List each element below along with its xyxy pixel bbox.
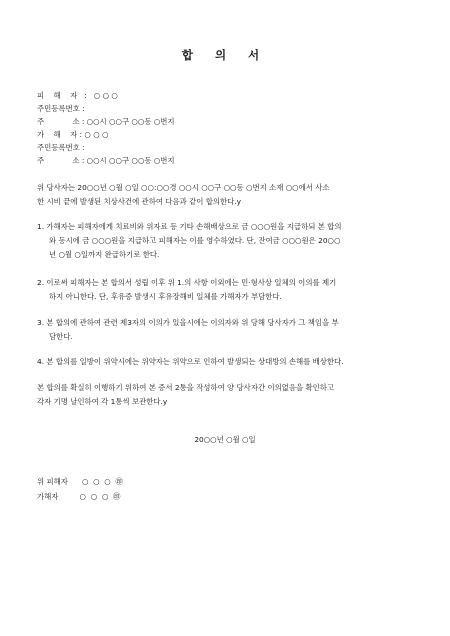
- clause-line: 담한다.: [49, 332, 73, 341]
- perpetrator-id-row: 주민등록번호 :: [37, 143, 85, 152]
- intro-line: 위 당사자는 20○○년 ○월 ○일 ○○:○○경 ○○시 ○○구 ○○동 ○번지 소재 ○○에서 사소: [37, 183, 330, 192]
- closing-line: 각자 기명 날인하여 각 1통씩 보관한다.y: [37, 397, 168, 406]
- closing-line: 본 합의를 확실히 이행하기 위하여 본 증서 2통을 작성하여 양 당사자간 이의없음을 확인하고: [37, 383, 335, 392]
- clause-4: [37, 355, 415, 369]
- victim-id-row: 주민등록번호 :: [37, 104, 85, 113]
- perpetrator-info: [37, 129, 417, 168]
- clause-1: [37, 220, 415, 262]
- clause-line: 4. 본 합의를 일방이 위약시에는 위약자는 위약으로 인하여 발생되는 상대방의 손해를 배상한다.: [37, 357, 344, 366]
- victim-name-row: 피 해 자 : ○ ○ ○: [37, 91, 118, 100]
- victim-address-row: 주 소 : ○○시 ○○구 ○○동 ○번지: [37, 117, 175, 126]
- clause-line: 2. 이로써 피해자는 본 합의서 성립 이후 위 1.의 사항 이외에는 민·형사상 일체의 이의를 제기: [37, 278, 337, 287]
- clause-line: 하지 아니한다. 단, 후유증 발생시 후유장해비 일체를 가해자가 부담한다.: [49, 292, 282, 301]
- agreement-date: 20○○년 ○월 ○일: [194, 435, 256, 444]
- clause-line: 3. 본 합의에 관하여 관련 제3자의 이의가 있을시에는 이의자와 위 당해 당사자가 그 책임을 부: [37, 318, 339, 327]
- perpetrator-name-row: 가 해 자 : ○ ○ ○: [37, 130, 109, 139]
- victim-signature-line: 위 피해자 ○ ○ ○ ㊞: [37, 477, 123, 486]
- perpetrator-address-row: 주 소 : ○○시 ○○구 ○○동 ○번지: [37, 156, 175, 165]
- clause-2: [37, 276, 415, 304]
- clause-line: 와 동시에 금 ○○○원을 지급하고 피해자는 이를 영수하였다. 단, 잔여금 ○○○원은 20○○: [49, 236, 341, 245]
- clause-line: 년 ○월 ○일까지 완급하기로 한다.: [49, 250, 160, 259]
- document-title: 합 의 서: [181, 48, 269, 62]
- clause-3: [37, 316, 415, 344]
- victim-info: [37, 90, 417, 129]
- perpetrator-signature-line: 가해자 ○ ○ ○ ㊞: [37, 492, 121, 501]
- intro-line: 한 시비 끝에 발생된 치상사건에 관하여 다음과 같이 합의한다.y: [37, 197, 242, 206]
- intro-paragraph: [37, 181, 415, 209]
- closing-paragraph: [37, 381, 415, 409]
- clause-line: 1. 가해자는 피해자에게 치료비와 위자료 등 기타 손해배상으로 금 ○○○원을 지급하되 본 합의: [37, 222, 342, 231]
